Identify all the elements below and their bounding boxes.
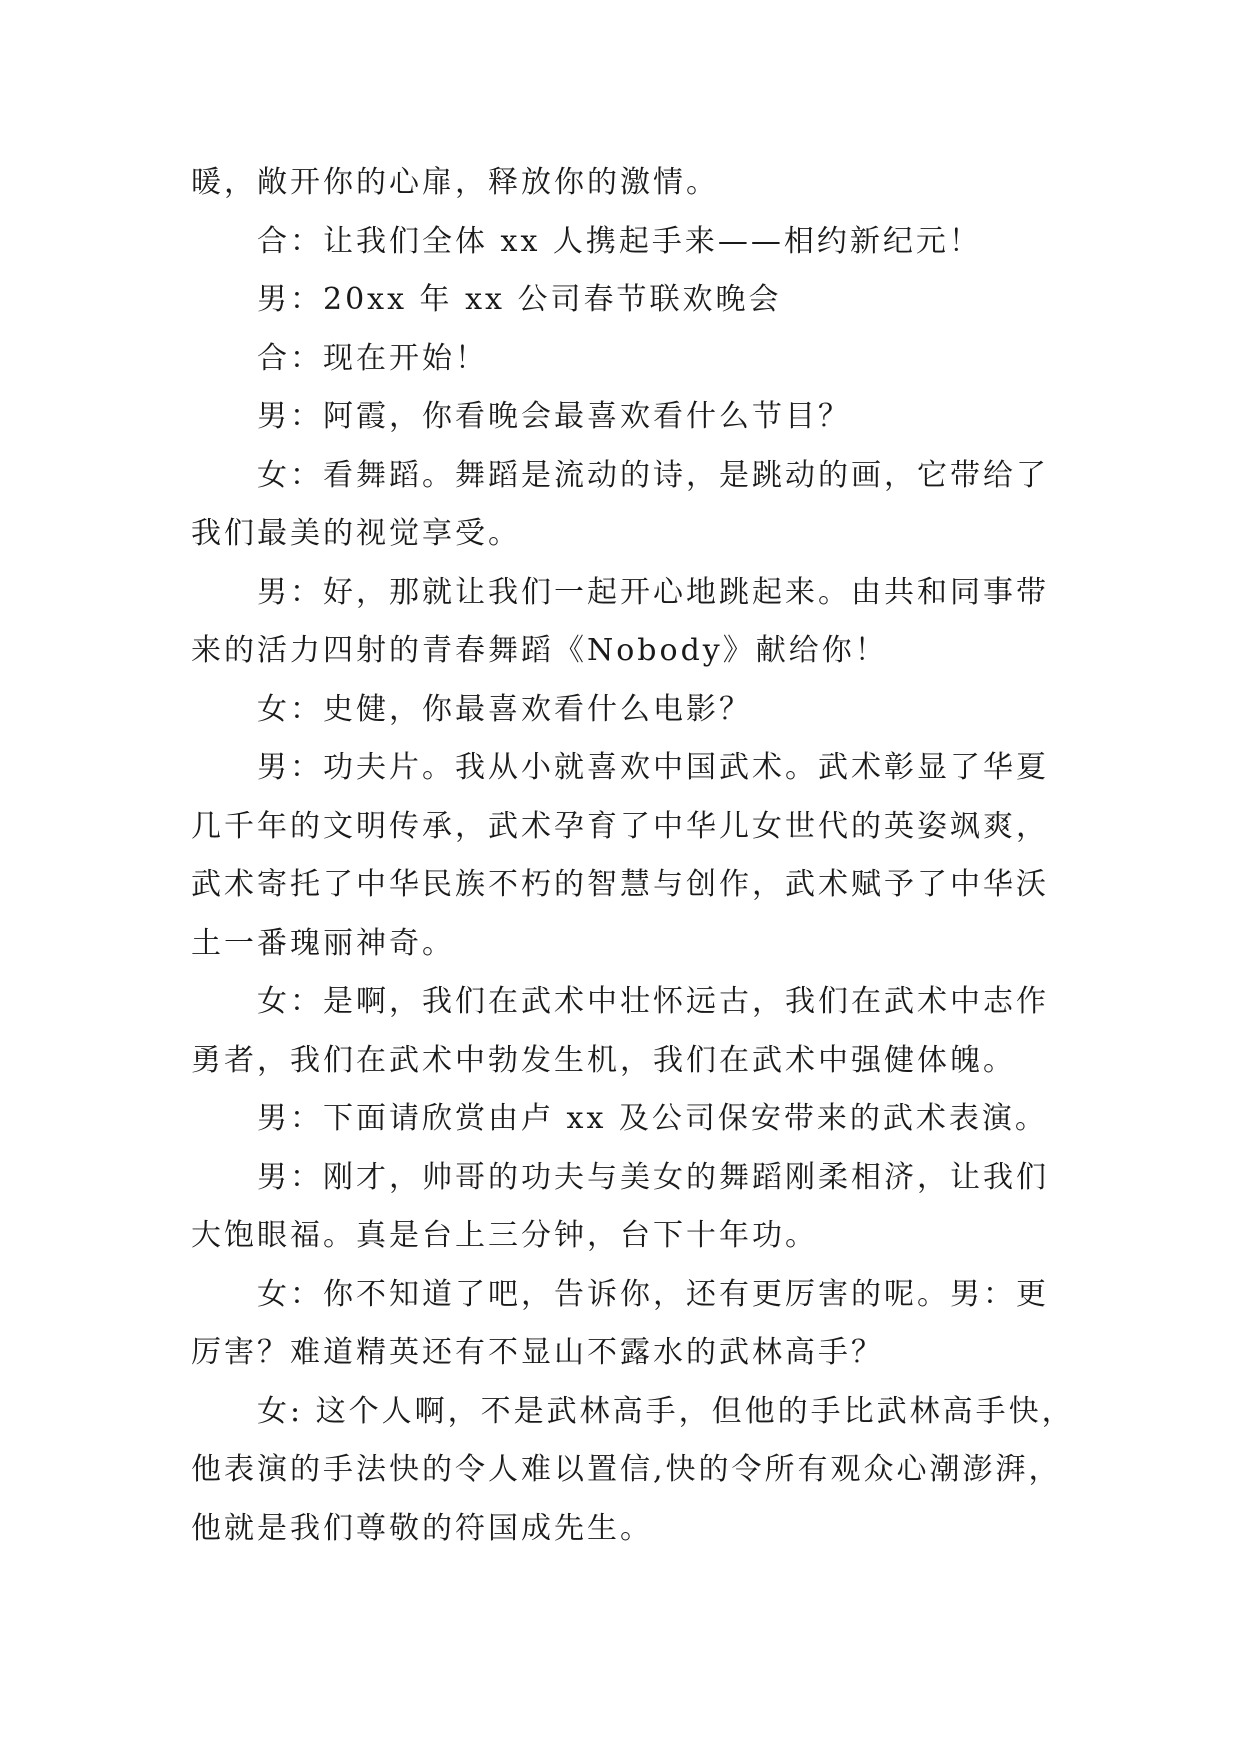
text-line: 暖，敞开你的心扉，释放你的激情。 — [191, 165, 719, 200]
text-line: 他表演的手法快的令人难以置信,快的令所有观众心潮澎湃， — [191, 1452, 1062, 1487]
text-line: 男：好，那就让我们一起开心地跳起来。由共和同事带 — [257, 574, 1049, 610]
text-line: 男：功夫片。我从小就喜欢中国武术。武术彰显了华夏 — [257, 750, 1049, 785]
text-line: 大饱眼福。真是台上三分钟，台下十年功。 — [191, 1218, 818, 1253]
text-line: 女：史健，你最喜欢看什么电影？ — [257, 691, 752, 727]
script-text — [191, 154, 1075, 1558]
text-line: 他就是我们尊敬的符国成先生。 — [191, 1510, 653, 1546]
text-line: 女：是啊，我们在武术中壮怀远古，我们在武术中志作 — [257, 984, 1049, 1019]
text-line: 男：20xx 年 xx 公司春节联欢晚会 — [257, 282, 782, 317]
text-line: 土一番瑰丽神奇。 — [191, 925, 455, 961]
text-line: 几千年的文明传承，武术孕育了中华儿女世代的英姿飒爽， — [191, 808, 1049, 844]
text-line: 勇者，我们在武术中勃发生机，我们在武术中强健体魄。 — [191, 1042, 1016, 1078]
text-line: 武术寄托了中华民族不朽的智慧与创作，武术赋予了中华沃 — [191, 867, 1049, 902]
text-line: 男：阿霞，你看晚会最喜欢看什么节目？ — [257, 399, 851, 434]
text-line: 女: 这个人啊，不是武林高手，但他的手比武林高手快， — [257, 1393, 1075, 1429]
text-line: 我们最美的视觉享受。 — [191, 516, 521, 551]
text-line: 男：下面请欣赏由卢 xx 及公司保安带来的武术表演。 — [257, 1101, 1048, 1136]
text-line: 女：你不知道了吧，告诉你，还有更厉害的呢。男：更 — [257, 1276, 1049, 1312]
text-line: 厉害？难道精英还有不显山不露水的武林高手？ — [191, 1335, 884, 1370]
text-line: 合：现在开始！ — [257, 340, 488, 376]
text-line: 合：让我们全体 xx 人携起手来——相约新纪元！ — [257, 223, 982, 259]
text-line: 来的活力四射的青春舞蹈《Nobody》献给你！ — [191, 633, 888, 668]
text-line: 男：刚才，帅哥的功夫与美女的舞蹈刚柔相济，让我们 — [257, 1159, 1049, 1195]
text-line: 女：看舞蹈。舞蹈是流动的诗，是跳动的画，它带给了 — [257, 457, 1049, 493]
